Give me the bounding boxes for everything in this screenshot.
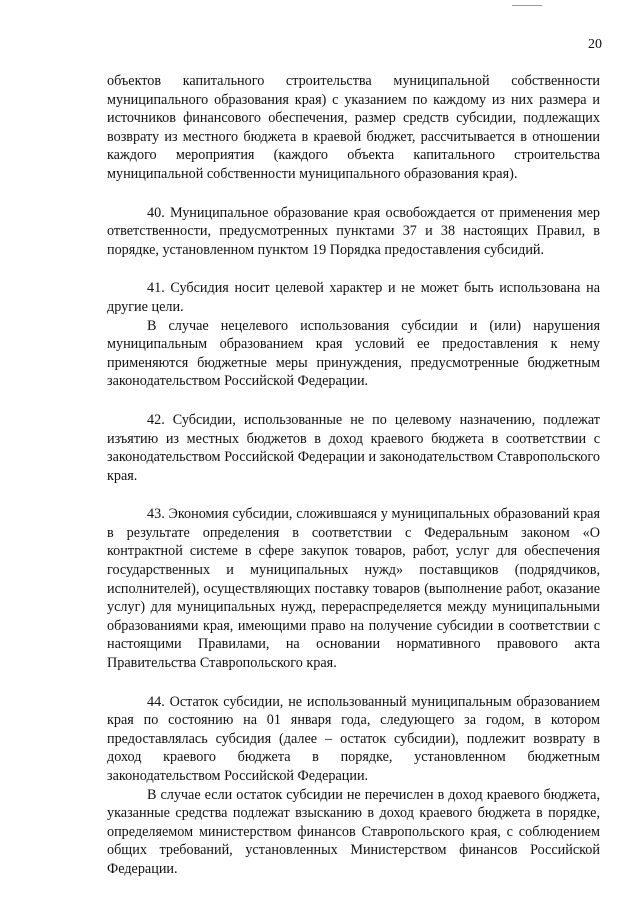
scan-artifact-line <box>512 5 542 6</box>
section-40 <box>107 204 600 260</box>
section-39-tail <box>107 72 600 184</box>
section-44 <box>107 693 600 879</box>
paragraph: В случае нецелевого использования субсидии и (или) нарушения муниципальным образованием края условий ее предоставления к нему применяются бюджетные меры принуждения, предусмотренные бюджетным законодательством Российской Федерации. <box>107 317 600 390</box>
page-number: 20 <box>588 37 602 52</box>
paragraph: 43. Экономия субсидии, сложившаяся у муниципальных образований края в результате определения в соответствии с Федеральным законом «О контрактной системе в сфере закупок товаров, работ, услуг для обеспечения государственных и муниципальных нужд» поставщиков (подрядчиков, исполнителей), осуществляющих поставку товаров (выполнение работ, оказание услуг) для муниципальных нужд, перераспределяется между муниципальными образованиями края, имеющими право на получение субсидии в соответствии с настоящими Правилами, на основании нормативного правового акта Правительства Ставропольского края. <box>107 506 600 672</box>
paragraph: 41. Субсидия носит целевой характер и не может быть использована на другие цели. <box>107 280 600 315</box>
paragraph: 42. Субсидии, использованные не по целевому назначению, подлежат изъятию из местных бюджетов в доход краевого бюджета в соответствии с законодательством Российской Федерации и законодательством Ставропольского края. <box>107 411 600 484</box>
document-body <box>107 72 600 899</box>
paragraph: объектов капитального строительства муниципальной собственности муниципального образования края) с указанием по каждому из них размера и источников финансового обеспечения, размер средств субсидии, подлежащих возврату из местного бюджета в краевой бюджет, рассчитывается в отношении каждого мероприятия (каждого объекта капитального строительства муниципальной собственности муниципального образования края). <box>107 73 600 182</box>
section-43 <box>107 505 600 672</box>
section-41 <box>107 279 600 391</box>
paragraph: 44. Остаток субсидии, не использованный муниципальным образованием края по состоянию на 01 января года, следующего за годом, в котором предоставлялась субсидия (далее – остаток субсидии), подлежит возврату в доход краевого бюджета в порядке, установленном бюджетным законодательством Российской Федерации. <box>107 693 600 784</box>
section-42 <box>107 411 600 485</box>
paragraph: 40. Муниципальное образование края освобождается от применения мер ответственности, предусмотренных пунктами 37 и 38 настоящих Правил, в порядке, установленном пунктом 19 Порядка предоставления субсидий. <box>107 204 600 258</box>
paragraph: В случае если остаток субсидии не перечислен в доход краевого бюджета, указанные средства подлежат взысканию в доход краевого бюджета в порядке, определяемом министерством финансов Ставропольского края, с соблюдением общих требований, установленных Министерством финансов Российской Федерации. <box>107 786 600 877</box>
